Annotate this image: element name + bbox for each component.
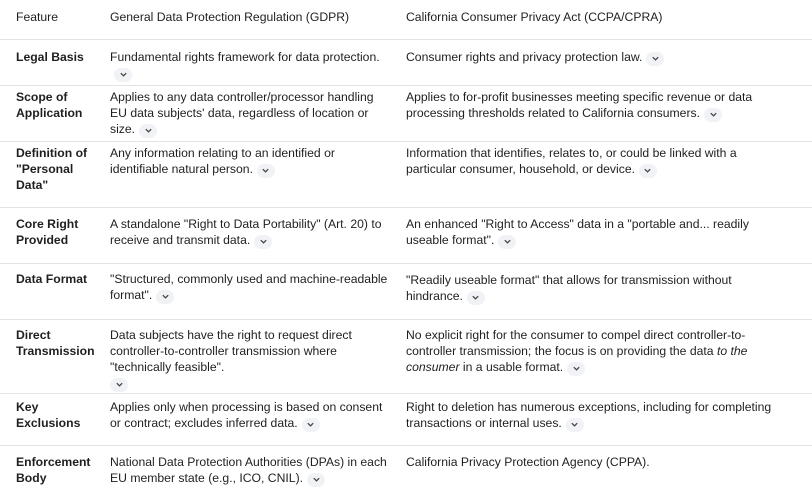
chevron-down-icon[interactable] xyxy=(467,291,485,305)
table-row xyxy=(0,86,812,142)
gdpr-cell xyxy=(110,399,392,432)
chevron-down-icon[interactable] xyxy=(639,164,657,178)
ccpa-text: California Privacy Protection Agency (CPPA). xyxy=(406,455,650,469)
header-ccpa: California Consumer Privacy Act (CCPA/CPRA) xyxy=(406,10,663,24)
gdpr-text: Fundamental rights framework for data protection. xyxy=(110,50,380,64)
row-feature-label: Data Format xyxy=(16,272,88,286)
gdpr-text: "Structured, commonly used and machine-readable format". xyxy=(110,272,388,302)
chevron-down-icon[interactable] xyxy=(139,124,157,138)
ccpa-text: Right to deletion has numerous exceptions, including for completing transactions or internal uses. xyxy=(406,400,772,430)
chevron-down-icon[interactable] xyxy=(254,235,272,249)
table-row xyxy=(0,208,812,264)
ccpa-text: "Readily useable format" that allows for transmission without hindrance. xyxy=(406,273,732,303)
table-row xyxy=(0,446,812,504)
row-feature-label: Scope of Application xyxy=(16,90,83,120)
chevron-down-icon[interactable] xyxy=(114,68,132,82)
header-gdpr: General Data Protection Regulation (GDPR) xyxy=(110,10,350,24)
ccpa-text: Applies to for-profit businesses meeting specific revenue or data processing thresholds related to California consumers. xyxy=(406,90,753,120)
chevron-down-icon[interactable] xyxy=(257,164,275,178)
chevron-down-icon[interactable] xyxy=(498,235,516,249)
row-feature-label: Direct Transmission xyxy=(16,328,95,358)
ccpa-cell xyxy=(406,399,786,432)
row-feature-label: Definition of "Personal Data" xyxy=(16,146,88,192)
gdpr-cell xyxy=(110,454,392,487)
gdpr-text: A standalone "Right to Data Portability" (Art. 20) to receive and transmit data. xyxy=(110,217,382,247)
table-row xyxy=(0,264,812,320)
ccpa-cell xyxy=(406,89,786,122)
gdpr-text: Any information relating to an identified or identifiable natural person. xyxy=(110,146,335,176)
ccpa-text-end: in a usable format. xyxy=(459,360,564,374)
row-feature-label: Key Exclusions xyxy=(16,400,81,430)
gdpr-cell xyxy=(110,327,392,392)
gdpr-cell xyxy=(110,145,392,178)
gdpr-cell xyxy=(110,216,392,249)
table-header-row xyxy=(0,0,812,40)
header-feature: Feature xyxy=(16,10,59,24)
ccpa-emphasis: to the consumer xyxy=(406,344,748,374)
ccpa-cell xyxy=(406,454,786,470)
ccpa-text: Consumer rights and privacy protection law. xyxy=(406,50,643,64)
gdpr-text: National Data Protection Authorities (DPAs) in each EU member state (e.g., ICO, CNIL). xyxy=(110,455,387,485)
row-feature-label: Core Right Provided xyxy=(16,217,79,247)
table-row xyxy=(0,394,812,446)
table-row xyxy=(0,320,812,394)
chevron-down-icon[interactable] xyxy=(567,362,585,376)
ccpa-text: An enhanced "Right to Access" data in a "portable and... readily useable format". xyxy=(406,217,749,247)
ccpa-text: No explicit right for the consumer to compel direct controller-to-controller transmission; the focus is on providing the data xyxy=(406,328,746,358)
gdpr-cell xyxy=(110,89,392,138)
chevron-down-icon[interactable] xyxy=(307,473,325,487)
ccpa-cell xyxy=(406,216,786,249)
ccpa-cell xyxy=(406,49,786,66)
chevron-down-icon[interactable] xyxy=(302,418,320,432)
chevron-down-icon[interactable] xyxy=(566,418,584,432)
gdpr-text: Data subjects have the right to request direct controller-to-controller transmission where "technically feasible". xyxy=(110,328,352,374)
gdpr-cell xyxy=(110,271,392,304)
table-row xyxy=(0,40,812,86)
gdpr-text: Applies to any data controller/processor handling EU data subjects' data, regardless of location or size. xyxy=(110,90,374,136)
chevron-down-icon[interactable] xyxy=(704,108,722,122)
table-row xyxy=(0,142,812,208)
ccpa-cell xyxy=(406,327,786,376)
gdpr-cell xyxy=(110,49,392,82)
gdpr-text: Applies only when processing is based on consent or contract; excludes inferred data. xyxy=(110,400,383,430)
chevron-down-icon[interactable] xyxy=(156,290,174,304)
row-feature-label: Enforcement Body xyxy=(16,455,91,485)
row-feature-label: Legal Basis xyxy=(16,50,84,64)
ccpa-cell xyxy=(406,272,786,305)
chevron-down-icon[interactable] xyxy=(646,52,664,66)
chevron-down-icon[interactable] xyxy=(110,378,128,392)
ccpa-cell xyxy=(406,145,786,178)
ccpa-text: Information that identifies, relates to, or could be linked with a particular consumer, household, or device. xyxy=(406,146,737,176)
